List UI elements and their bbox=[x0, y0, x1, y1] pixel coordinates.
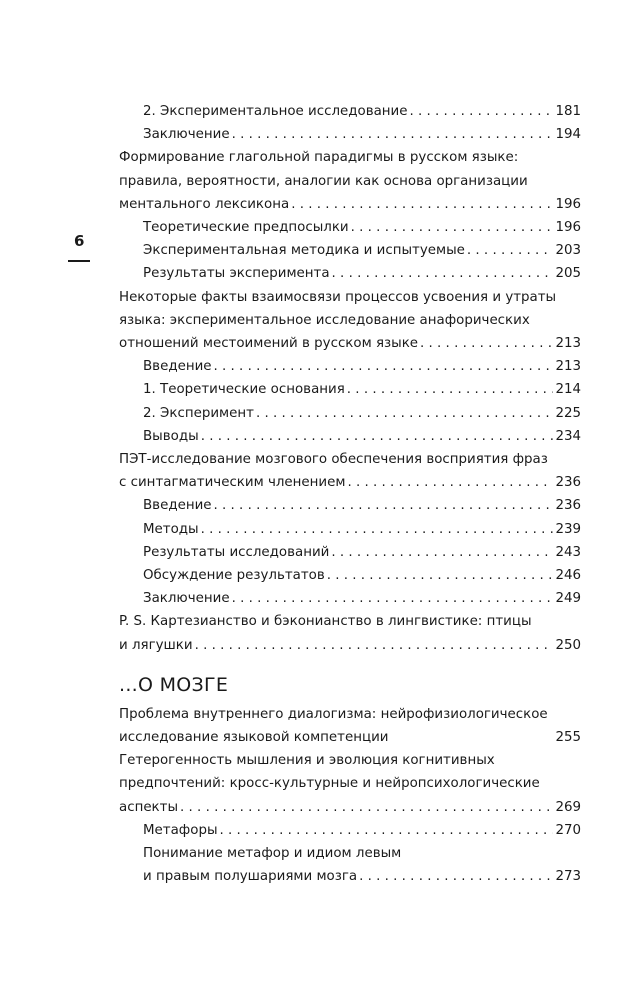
toc-page-number: 213 bbox=[555, 336, 581, 352]
toc-entry-title: отношений местоимений в русском языке bbox=[119, 336, 419, 352]
toc-entry-last-line bbox=[143, 518, 581, 541]
toc-page-number: 249 bbox=[555, 591, 581, 607]
toc-entry-line: Формирование глагольной парадигмы в русском языке: bbox=[119, 150, 519, 166]
toc-subentry bbox=[119, 262, 581, 285]
toc-entry-title: аспекты bbox=[119, 799, 179, 815]
toc-entry-last-line bbox=[143, 216, 581, 239]
toc-entry-title: Выводы bbox=[143, 428, 199, 444]
toc-leader-dots bbox=[214, 494, 554, 517]
toc-entry-last-line bbox=[143, 402, 581, 425]
toc-entry-title: Заключение bbox=[143, 127, 230, 143]
toc-page-number: 273 bbox=[555, 869, 581, 885]
toc-block-1 bbox=[119, 100, 581, 657]
toc-entry-last-line bbox=[143, 100, 581, 123]
toc-subentry bbox=[119, 587, 581, 610]
toc-entry-last-line bbox=[143, 239, 581, 262]
toc-subentry bbox=[119, 564, 581, 587]
toc-leader-dots bbox=[256, 402, 554, 425]
toc-leader-dots bbox=[410, 100, 554, 123]
toc-leader-dots bbox=[214, 355, 554, 378]
toc-leader-dots bbox=[327, 564, 554, 587]
toc-entry-last-line bbox=[143, 494, 581, 517]
toc-subentry bbox=[119, 518, 581, 541]
toc-entry-title: Обсуждение результатов bbox=[143, 568, 325, 584]
toc-entry-last-line bbox=[119, 332, 581, 355]
toc-leader-dots bbox=[467, 239, 554, 262]
toc-leader-dots bbox=[359, 865, 553, 888]
toc-entry-title: с синтагматическим членением bbox=[119, 475, 346, 491]
toc-leader-dots bbox=[347, 471, 553, 494]
toc-page-number: 214 bbox=[555, 382, 581, 398]
toc-entry-title: 2. Экспериментальное исследование bbox=[143, 104, 408, 119]
toc-leader-dots bbox=[347, 378, 554, 401]
toc-page-number: 246 bbox=[555, 568, 581, 584]
toc-leader-dots bbox=[195, 634, 554, 657]
toc-entry-line: ПЭТ-исследование мозгового обеспечения восприятия фраз bbox=[119, 452, 548, 468]
toc-leader-dots bbox=[291, 193, 553, 216]
toc-entry-last-line bbox=[119, 634, 581, 657]
toc-entry-last-line bbox=[143, 865, 581, 888]
toc-entry-title: Введение bbox=[143, 498, 212, 514]
toc-page-number: 255 bbox=[555, 730, 581, 746]
toc-entry-line: Некоторые факты взаимосвязи процессов усвоения и утраты bbox=[119, 289, 557, 305]
toc-leader-dots bbox=[232, 123, 554, 146]
toc-page-number: 243 bbox=[555, 544, 581, 560]
toc-entry-line: Понимание метафор и идиом левым bbox=[143, 846, 402, 862]
toc-entry-title: и правым полушариями мозга bbox=[143, 869, 358, 885]
toc-entry bbox=[119, 749, 581, 819]
toc-page-number: 270 bbox=[555, 822, 581, 838]
toc-page-number: 203 bbox=[555, 243, 581, 259]
toc-entry-last-line bbox=[143, 123, 581, 146]
toc-page-number: 250 bbox=[555, 637, 581, 653]
toc-leader-dots bbox=[332, 262, 554, 285]
toc-entry-last-line bbox=[119, 726, 581, 749]
page-number-rule bbox=[68, 260, 90, 262]
page-number: 6 bbox=[74, 232, 85, 250]
toc-entry-title: и лягушки bbox=[119, 637, 193, 653]
toc-page-number: 236 bbox=[555, 475, 581, 491]
toc-subentry bbox=[119, 239, 581, 262]
toc-entry bbox=[119, 146, 581, 216]
toc-page-number: 236 bbox=[555, 498, 581, 514]
toc-subentry bbox=[119, 216, 581, 239]
toc-subentry bbox=[119, 378, 581, 401]
toc-entry-title: Метафоры bbox=[143, 822, 218, 838]
toc-entry-last-line bbox=[143, 819, 581, 842]
toc-entry bbox=[119, 703, 581, 749]
toc-page-number: 205 bbox=[555, 266, 581, 282]
toc-entry-line: языка: экспериментальное исследование анафорических bbox=[119, 312, 530, 328]
toc-entry-line: Проблема внутреннего диалогизма: нейрофизиологическое bbox=[119, 706, 548, 722]
toc-entry-title: Методы bbox=[143, 521, 199, 537]
toc-leader-dots bbox=[180, 796, 553, 819]
toc-entry bbox=[119, 286, 581, 356]
toc-page-number: 234 bbox=[555, 428, 581, 444]
toc-entry-title: Заключение bbox=[143, 591, 230, 607]
toc-entry-title: Введение bbox=[143, 359, 212, 375]
section-heading: ...О МОЗГЕ bbox=[119, 673, 229, 696]
toc-page-number: 213 bbox=[555, 359, 581, 375]
toc-leader-dots bbox=[420, 332, 553, 355]
toc-entry-title: Экспериментальная методика и испытуемые bbox=[143, 243, 465, 259]
toc-entry-last-line bbox=[143, 378, 581, 401]
toc-leader-dots bbox=[232, 587, 554, 610]
toc-entry-last-line bbox=[143, 262, 581, 285]
table-of-contents bbox=[119, 100, 581, 889]
toc-page-number: 194 bbox=[555, 127, 581, 143]
toc-entry-line: P. S. Картезианство и бэконианство в лингвистике: птицы bbox=[119, 614, 532, 630]
toc-page-number: 196 bbox=[555, 196, 581, 212]
toc-leader-dots bbox=[351, 216, 554, 239]
toc-entry-title: ментального лексикона bbox=[119, 196, 290, 212]
toc-page-number: 239 bbox=[555, 521, 581, 537]
toc-page-number: 225 bbox=[555, 405, 581, 421]
toc-entry-line: правила, вероятности, аналогии как основа организации bbox=[119, 173, 528, 189]
toc-entry-title: Результаты исследований bbox=[143, 544, 330, 560]
toc-leader-dots bbox=[220, 819, 554, 842]
toc-entry-last-line bbox=[119, 193, 581, 216]
toc-entry-line: Гетерогенность мышления и эволюция когнитивных bbox=[119, 753, 495, 769]
toc-entry-last-line bbox=[143, 587, 581, 610]
toc-leader-dots bbox=[331, 541, 553, 564]
toc-leader-dots bbox=[201, 518, 554, 541]
toc-subentry bbox=[119, 425, 581, 448]
toc-subentry bbox=[119, 402, 581, 425]
toc-page-number: 196 bbox=[555, 220, 581, 236]
toc-entry-title: Теоретические предпосылки bbox=[143, 220, 349, 236]
toc-entry-last-line bbox=[143, 355, 581, 378]
toc-page-number: 269 bbox=[555, 799, 581, 815]
toc-entry-last-line bbox=[143, 541, 581, 564]
toc-subentry bbox=[119, 842, 581, 888]
toc-subentry bbox=[119, 494, 581, 517]
toc-subentry bbox=[119, 100, 581, 123]
toc-subentry bbox=[119, 819, 581, 842]
toc-entry bbox=[119, 610, 581, 656]
toc-subentry bbox=[119, 123, 581, 146]
toc-subentry bbox=[119, 355, 581, 378]
toc-page-number: 181 bbox=[555, 104, 581, 119]
toc-subentry bbox=[119, 541, 581, 564]
toc-entry-title: исследование языковой компетенции bbox=[119, 730, 389, 746]
toc-entry-title: Результаты эксперимента bbox=[143, 266, 330, 282]
toc-entry-last-line bbox=[143, 425, 581, 448]
toc-block-2 bbox=[119, 703, 581, 889]
toc-entry-line: предпочтений: кросс-культурные и нейропсихологические bbox=[119, 776, 540, 792]
toc-entry-title: 2. Эксперимент bbox=[143, 405, 254, 421]
toc-entry-last-line bbox=[119, 471, 581, 494]
toc-entry-last-line bbox=[119, 796, 581, 819]
toc-entry bbox=[119, 448, 581, 494]
toc-leader-dots bbox=[201, 425, 554, 448]
toc-entry-title: 1. Теоретические основания bbox=[143, 382, 345, 398]
toc-entry-last-line bbox=[143, 564, 581, 587]
